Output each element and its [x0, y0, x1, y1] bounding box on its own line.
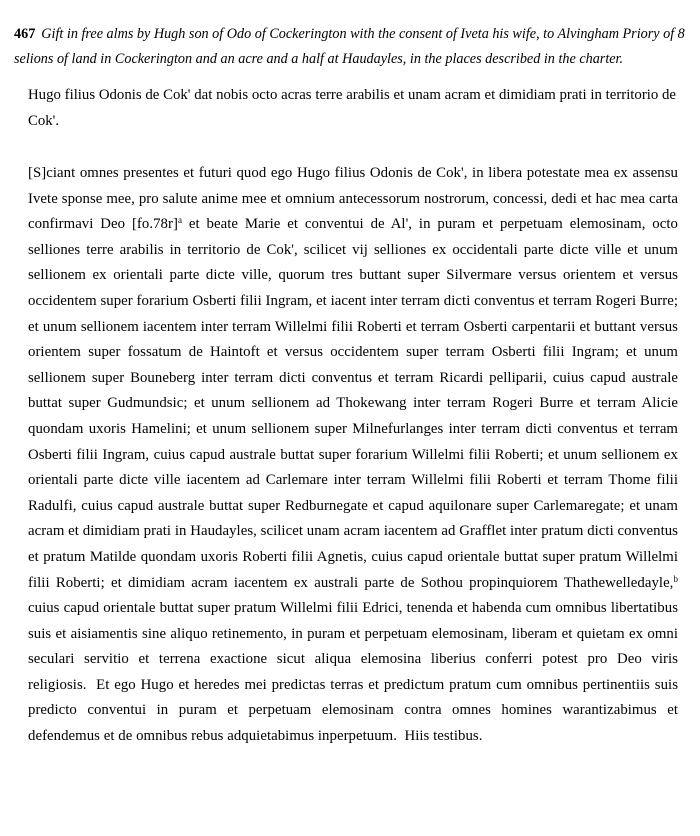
footnote-marker-b: b: [673, 573, 678, 584]
charter-summary: Gift in free alms by Hugh son of Odo of Cockerington with the consent of Iveta his wife, to Alvingham Priory of 8 selions of land in Cockerington and an acre and a half at Haudayles, in the places described in the charter.: [14, 26, 685, 67]
charter-text-part-3: cuius capud orientale buttat super pratum Willelmi filii Edrici, tenenda et habenda cum omnibus libertatibus suis et aisiamentis sine aliquo retinemento, in puram et perpetuam elemosinam, liberam et quietam ex omni seculari servitio et terrena exactione sicut aliqua elemosina liberius conferri potest pro Deo viris religiosis. Et ego Hugo et heredes mei predictas terras et predictum pratum cum omnibus pertinentiis suis predicto conventui in puram et perpetuam elemosinam contra omnes homines warantizabimus et defendemus et de omnibus rebus adquietabimus inperpetuum. Hiis testibus.: [28, 600, 678, 745]
charter-heading: [14, 22, 686, 72]
footnote-marker-a: a: [177, 215, 182, 226]
charter-number: 467: [14, 26, 36, 42]
charter-text-part-1: [S]ciant omnes presentes et futuri quod ego Hugo filius Odonis de Cok', in libera potestate mea ex assensu Ivete sponse mee, pro salute anime mee et omnium antecessorum nostrorum, concessi, dedi et hac mea carta confirmavi Deo [fo.78r]: [28, 165, 678, 233]
charter-rubric: Hugo filius Odonis de Cok' dat nobis octo acras terre arabilis et unam acram et dimidiam prati in territorio de Cok'.: [28, 87, 676, 129]
charter-text-part-2: et beate Marie et conventui de Al', in puram et perpetuam elemosinam, octo selliones terre arabilis in territorio de Cok', scilicet vij selliones ex occidentali parte dicte ville et unum sellionem ex orientali parte dicte ville, quorum tres buttant super Silvermare versus orientem et versus occidentem super forarium Osberti filii Ingram, et iacent inter terram dicti conventus et terram Rogeri Burre; et unum sellionem iacentem inter terram Willelmi filii Roberti et terram Osberti carpentarii et buttant versus orientem super fossatum de Haintoft et versus occidentem super terram Osberti filii Ingram; et unum sellionem super Bouneberg inter terram dicti conventus et terram Ricardi pelliparii, cuius capud australe buttat super Gudmundsic; et unum sellionem ad Thokewang inter terram Rogeri Burre et terram Alicie quondam uxoris Hamelini; et unum sellionem super Milnefurlanges inter terram dicti conventus et terram Osberti filii Ingram, cuius capud australe buttat super forarium Willelmi filii Roberti; et unum sellionem ex orientali parte dicte ville iacentem ad Carlemare inter terram Willelmi filii Roberti et terram Thome filii Radulfi, cuius capud australe buttat super Redburnegate et capud aquilonare super Carlemaregate; et unam acram et dimidiam prati in Haudayles, scilicet unam acram iacentem ad Grafflet inter pratum dicti conventus et pratum Matilde quondam uxoris Roberti filii Agnetis, cuius capud orientale buttat super pratum Willelmi filii Roberti; et dimidiam acram iacentem ex australi parte de Sothou propinquiorem Thathewelledayle,: [28, 216, 678, 591]
charter-text: [28, 161, 678, 750]
